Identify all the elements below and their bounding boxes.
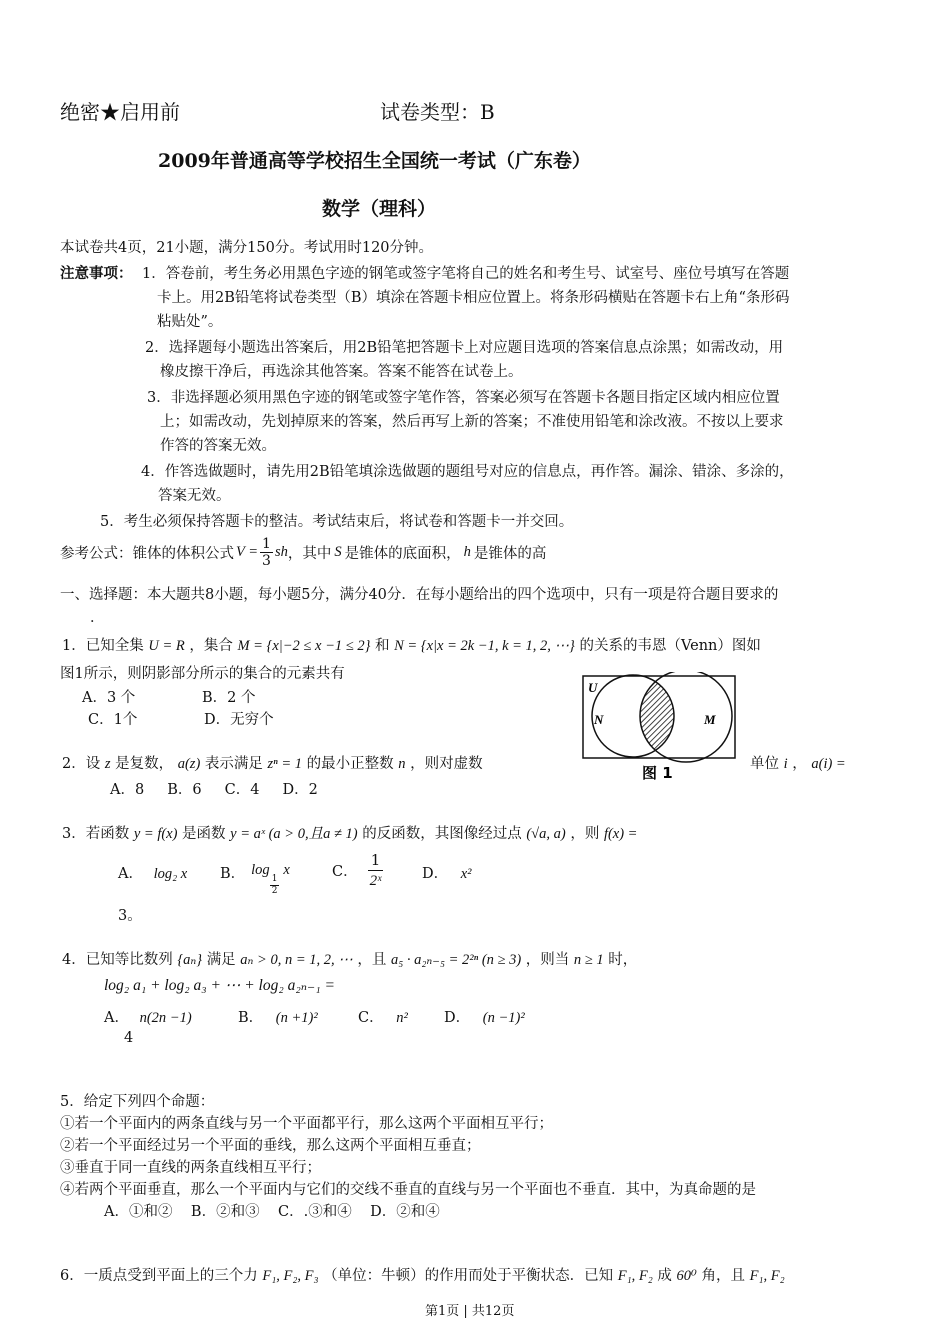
q3-option-c-label: C． — [332, 864, 358, 880]
q3-option-a-label: A． — [118, 866, 143, 882]
q3-option-c-den: 2ˣ — [369, 873, 382, 889]
q3-math-1: y = f(x) — [133, 826, 178, 842]
q6-math-2: F₁, F₂ — [617, 1268, 653, 1284]
q1-text-2: ，集合 — [189, 638, 233, 654]
q3-option-b-log: log — [251, 862, 270, 878]
formula-rhs: sh — [274, 544, 288, 560]
q4-text-4: ，则当 — [525, 952, 570, 968]
q6-text-2: （单位：牛顿）的作用而处于平衡状态．已知 — [323, 1268, 614, 1284]
q1-text-1: 1．已知全集 — [62, 638, 144, 654]
q4-math-4: n ≥ 1 — [573, 952, 604, 968]
q1-option-c: C．1个 — [88, 712, 138, 728]
formula-h: h — [463, 544, 471, 560]
q4-text-3: ，且 — [357, 952, 387, 968]
q4-option-b — [238, 1006, 318, 1027]
formula-s: S — [334, 544, 342, 560]
exam-title: 2009年普通高等学校招生全国统一考试（广东卷） — [158, 150, 591, 172]
q4-math-1: {aₙ} — [177, 952, 203, 968]
q3-option-c-fraction — [368, 850, 384, 891]
q4-option-b-label: B． — [238, 1010, 264, 1026]
q6-stem — [60, 1264, 785, 1285]
q1-stem-line-2: 图1所示，则阴影部分所示的集合的元素共有 — [60, 666, 345, 682]
reference-formula — [60, 536, 546, 569]
q1-option-b: B．2 个 — [202, 690, 256, 706]
q3-option-b-label: B． — [220, 866, 246, 882]
q3-option-c-num: 1 — [368, 850, 384, 871]
q1-option-d: D．无穷个 — [204, 712, 274, 728]
q2-math-2: a(z) — [177, 756, 201, 772]
formula-lhs: V = — [236, 544, 259, 560]
paper-type: 试卷类型：B — [380, 100, 495, 124]
q3-text-1: 3．若函数 — [62, 826, 130, 842]
q2-text-3: 表示满足 — [204, 756, 263, 772]
venn-label-n: N — [594, 712, 604, 727]
q3-option-d-label: D． — [422, 866, 449, 882]
q4-option-d — [444, 1006, 525, 1027]
note-1-line-3: 粘贴处”。 — [157, 314, 223, 330]
q2-text-2: 是复数， — [115, 756, 174, 772]
q4-option-c — [358, 1006, 408, 1027]
q5-proposition-1: ①若一个平面内的两条直线与另一个平面都平行，那么这两个平面相互平行； — [60, 1116, 553, 1132]
q2-math-3: zⁿ = 1 — [267, 756, 302, 772]
note-1-line-1: 1．答卷前，考生务必用黑色字迹的钢笔或签字笔将自己的姓名和考生号、试室号、座位号填写在答题 — [142, 266, 790, 282]
q1-option-a: A．3 个 — [82, 690, 136, 706]
secret-label: 绝密★启用前 — [60, 100, 180, 124]
q3-option-b-base — [270, 874, 280, 897]
q4-option-a-value: n(2n −1) — [139, 1010, 192, 1026]
q4-option-c-label: C． — [358, 1010, 384, 1026]
q6-text-3: 成 — [657, 1268, 672, 1284]
formula-prefix: 参考公式：锥体的体积公式 — [60, 546, 234, 562]
q2-math-4: n — [398, 756, 406, 772]
q5-stem: 5．给定下列四个命题： — [60, 1094, 215, 1110]
q2-math-5: i — [783, 756, 788, 772]
q4-option-d-label: D． — [444, 1010, 471, 1026]
q1-stem-line-1 — [62, 634, 761, 655]
q5-proposition-4: ④若两个平面垂直，那么一个平面内与它们的交线不垂直的直线与另一个平面也不垂直．其中，为真命题的是 — [60, 1182, 756, 1198]
q5-proposition-2: ②若一个平面经过另一个平面的垂线，那么这两个平面相互垂直； — [60, 1138, 481, 1154]
q3-option-b-x: x — [283, 862, 290, 878]
q3-math-2: y = aˣ (a > 0,且a ≠ 1) — [230, 826, 358, 842]
note-3-line-1: 3．非选择题必须用黑色字迹的钢笔或签字笔作答，答案必须写在答题卡各题目指定区域内相应位置 — [147, 390, 780, 406]
q3-option-b — [220, 862, 290, 897]
q3-option-c — [332, 850, 383, 891]
notes-label: 注意事项： — [60, 265, 133, 282]
q4-math-3: a₅ · a₂ₙ₋₅ = 2²ⁿ (n ≥ 3) — [390, 952, 522, 968]
section-1-heading: 一、选择题：本大题共8小题，每小题5分，满分40分．在每小题给出的四个选项中，只有一项是符合题目要求的 — [60, 587, 779, 603]
q3-stem — [62, 822, 637, 843]
q3-text-3: 的反函数，其图像经过点 — [362, 826, 522, 842]
q2-math-1: z — [104, 756, 111, 772]
q1-text-3: 和 — [374, 638, 390, 654]
q6-text-4: 角，且 — [701, 1268, 745, 1284]
q3-option-d — [422, 862, 472, 883]
note-2-line-1: 2．选择题每小题选出答案后，用2B铅笔把答题卡上对应题目选项的答案信息点涂黑；如需改动，用 — [145, 340, 784, 356]
q6-math-4: F₁, F₂ — [749, 1268, 785, 1284]
q2-text-1: 2．设 — [62, 756, 101, 772]
note-4-line-2: 答案无效。 — [158, 488, 231, 504]
q3-option-b-base-den: 2 — [271, 886, 278, 896]
q1-text-4: 的关系的韦恩（Venn）图如 — [579, 638, 761, 654]
q3-option-a-value: log₂ x — [153, 866, 188, 882]
formula-num: 1 — [262, 536, 271, 552]
note-2-line-2: 橡皮擦干净后，再选涂其他答案。答案不能答在试卷上。 — [160, 364, 523, 380]
q2-text-6: 单位 — [750, 756, 779, 772]
q5-options: A．①和② B．②和③ C．.③和④ D．②和④ — [104, 1204, 440, 1220]
q6-math-1: F₁, F₂, F₃ — [262, 1268, 319, 1284]
q4-expression: log₂ a₁ + log₂ a₃ + ⋯ + log₂ a₂ₙ₋₁ = — [104, 977, 335, 994]
q2-text-7: ， — [792, 756, 807, 772]
q3-text-4: ，则 — [570, 826, 600, 842]
q3-math-3: (√a, a) — [526, 826, 566, 842]
q1-math-2: M = {x|−2 ≤ x −1 ≤ 2} — [237, 638, 371, 654]
q3-math-4: f(x) = — [603, 826, 638, 842]
q2-stem-right — [750, 752, 846, 773]
note-3-line-2: 上；如需改动，先划掉原来的答案，然后再写上新的答案；不准使用铅笔和涂改液。不按以上要求 — [160, 414, 784, 430]
q2-stem — [62, 752, 483, 773]
subject-title: 数学（理科） — [322, 198, 437, 220]
formula-fraction — [260, 536, 273, 569]
q4-option-b-value: (n +1)² — [275, 1010, 318, 1026]
q4-math-2: aₙ > 0, n = 1, 2, ⋯ — [240, 952, 353, 968]
note-3-line-3: 作答的答案无效。 — [160, 438, 276, 454]
note-1-line-2: 卡上。用2B铅笔将试卷类型（B）填涂在答题卡相应位置上。将条形码横贴在答题卡右上角“条形码 — [157, 290, 790, 306]
q2-math-6: a(i) = — [811, 756, 846, 772]
page-footer: 第1页 | 共12页 — [425, 1304, 515, 1319]
formula-tail: 是锥体的高 — [473, 546, 547, 562]
q3-option-d-value: x² — [460, 866, 472, 882]
q4-text-1: 4．已知等比数列 — [62, 952, 173, 968]
q3-stray-text: 3。 — [118, 908, 142, 924]
venn-diagram — [578, 672, 740, 784]
q3-option-b-base-num: 1 — [271, 874, 278, 884]
q4-option-c-value: n² — [396, 1010, 408, 1026]
formula-den: 3 — [262, 553, 271, 569]
intro-text: 本试卷共4页，21小题，满分150分。考试用时120分钟。 — [60, 240, 434, 256]
venn-label-m: M — [704, 712, 716, 727]
venn-caption: 图 1 — [642, 764, 673, 782]
section-1-heading-cont: ． — [90, 610, 105, 626]
q2-text-4: 的最小正整数 — [306, 756, 394, 772]
q1-math-1: U = R — [148, 638, 185, 654]
q6-text-1: 6．一质点受到平面上的三个力 — [60, 1268, 258, 1284]
q2-text-5: ，则对虚数 — [410, 756, 483, 772]
q5-proposition-3: ③垂直于同一直线的两条直线相互平行； — [60, 1160, 321, 1176]
q4-option-d-value: (n −1)² — [482, 1010, 525, 1026]
q4-option-a-label: A． — [104, 1010, 129, 1026]
note-5: 5．考生必须保持答题卡的整洁。考试结束后，将试卷和答题卡一并交回。 — [100, 514, 574, 530]
note-4-line-1: 4．作答选做题时，请先用2B铅笔填涂选做题的题组号对应的信息点，再作答。漏涂、错涂、多涂的， — [141, 464, 794, 480]
formula-mid: ，其中 — [287, 546, 332, 562]
q2-options: A．8 B．6 C．4 D．2 — [110, 782, 318, 798]
q3-text-2: 是函数 — [182, 826, 226, 842]
q4-text-5: 时， — [608, 952, 638, 968]
q6-math-3: 60⁰ — [676, 1268, 697, 1284]
venn-label-u: U — [588, 680, 598, 695]
q4-stray-text: 4 — [124, 1030, 134, 1046]
q4-option-a — [104, 1006, 192, 1027]
q1-math-3: N = {x|x = 2k −1, k = 1, 2, ⋯} — [394, 638, 575, 654]
formula-mid2: 是锥体的底面积， — [344, 546, 461, 562]
q3-option-a — [118, 862, 187, 883]
q4-stem — [62, 948, 637, 969]
q4-text-2: 满足 — [206, 952, 236, 968]
